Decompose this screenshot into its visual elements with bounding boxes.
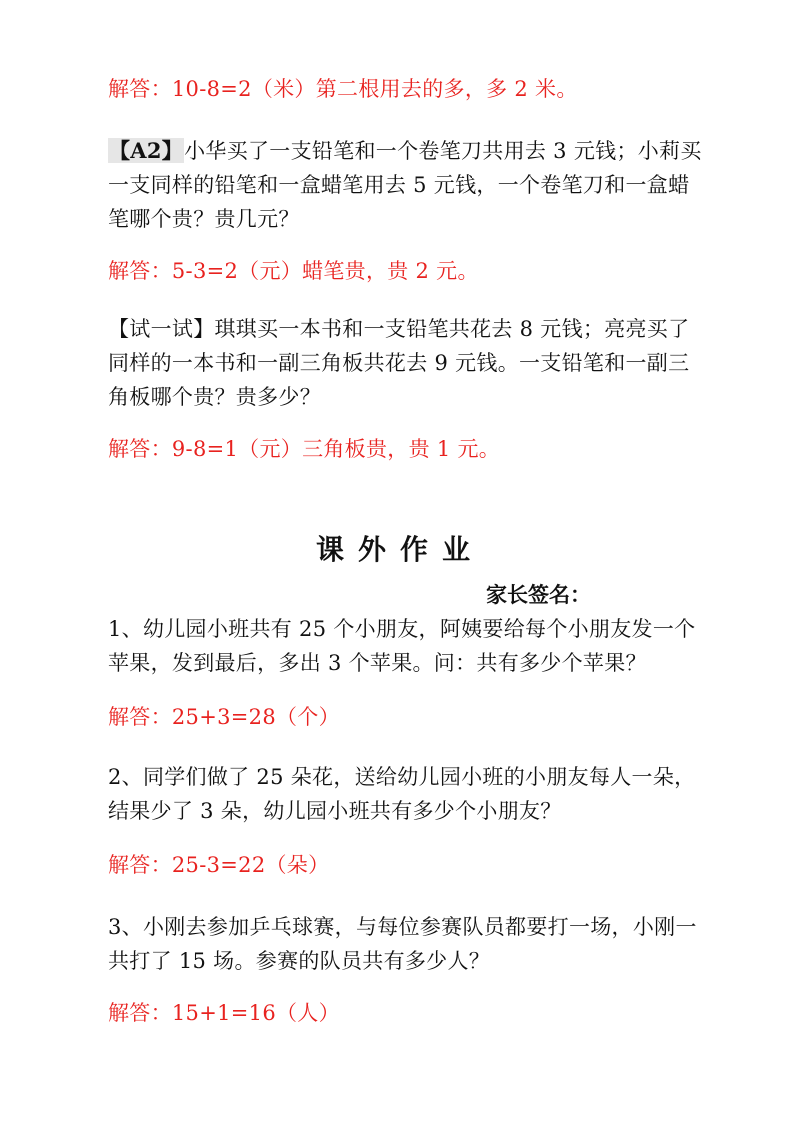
homework-question-1: 1、幼儿园小班共有 25 个小朋友，阿姨要给每个小朋友发一个苹果，发到最后，多出 3 个苹果。问：共有多少个苹果？ bbox=[108, 617, 696, 675]
parent-signature-label: 家长签名： bbox=[486, 583, 591, 607]
problem-try-it-text: 琪琪买一本书和一支铅笔共花去 8 元钱；亮亮买了同样的一本书和一副三角板共花去 9 元钱。一支铅笔和一副三角板哪个贵？贵多少？ bbox=[108, 317, 690, 409]
problem-a2-label: 【A2】 bbox=[109, 138, 184, 163]
answer-try-it: 解答：9-8=1（元）三角板贵，贵 1 元。 bbox=[108, 437, 501, 461]
homework-answer-2: 解答：25-3=22（朵） bbox=[108, 853, 330, 877]
answer-a2: 解答：5-3=2（元）蜡笔贵，贵 2 元。 bbox=[108, 259, 479, 283]
homework-answer-3: 解答：15+1=16（人） bbox=[108, 1001, 340, 1025]
problem-a2-text: 小华买了一支铅笔和一个卷笔刀共用去 3 元钱；小莉买一支同样的铅笔和一盒蜡笔用去 5 元钱，一个卷笔刀和一盒蜡笔哪个贵？贵几元？ bbox=[108, 139, 702, 231]
homework-title: 课外作业 bbox=[315, 533, 484, 566]
homework-question-3: 3、小刚去参加乒乓球赛，与每位参赛队员都要打一场，小刚一共打了 15 场。参赛的队员共有多少人？ bbox=[108, 915, 697, 973]
problem-a2 bbox=[108, 134, 708, 236]
homework-question-2: 2、同学们做了 25 朵花，送给幼儿园小班的小朋友每人一朵，结果少了 3 朵，幼儿园小班共有多少个小朋友？ bbox=[108, 765, 696, 823]
homework-answer-1: 解答：25+3=28（个） bbox=[108, 705, 340, 729]
answer-previous-problem: 解答：10-8=2（米）第二根用去的多，多 2 米。 bbox=[108, 77, 578, 101]
problem-try-it bbox=[108, 312, 708, 414]
problem-try-it-label: 【试一试】 bbox=[108, 317, 215, 341]
